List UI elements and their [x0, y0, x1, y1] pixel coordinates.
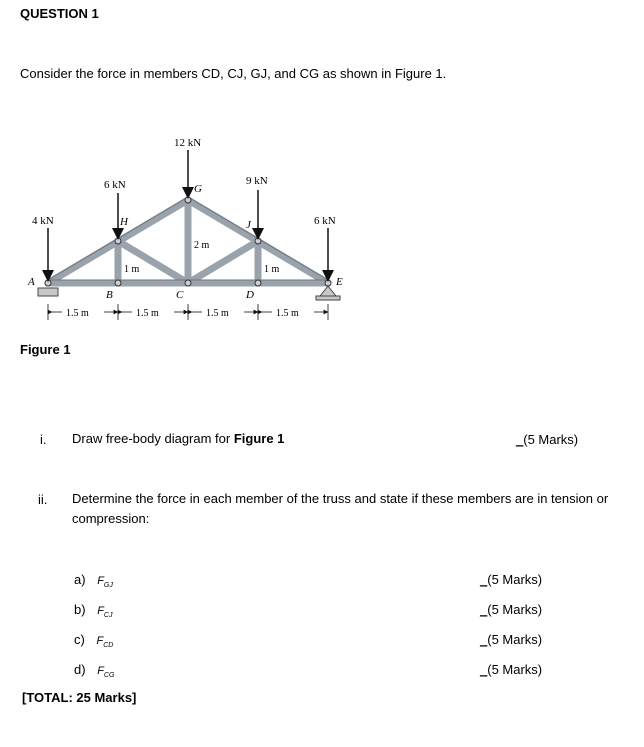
marks-value: (5 Marks) — [487, 602, 543, 617]
marks-value: (5 Marks) — [487, 662, 543, 677]
force-symbol — [97, 575, 113, 590]
marks-label — [480, 662, 542, 677]
marks-label — [480, 632, 542, 647]
marks-underline: _ — [480, 662, 488, 677]
load-label: 9 kN — [246, 175, 268, 187]
part-letter: d) — [74, 662, 86, 677]
marks-label — [480, 602, 542, 617]
question-heading: QUESTION 1 — [20, 6, 99, 21]
question-text: Determine the force in each member of the truss and state if these members are in tension or compression: — [72, 491, 609, 526]
marks-value: (5 Marks) — [523, 432, 579, 447]
force-letter: F — [97, 605, 104, 617]
span-label: 1.5 m — [66, 308, 89, 319]
joint-label: B — [106, 289, 113, 301]
part-item — [74, 632, 113, 649]
force-symbol — [97, 605, 113, 620]
part-letter: b) — [74, 602, 86, 617]
figure-caption: Figure 1 — [20, 342, 71, 357]
question-text — [72, 429, 284, 449]
marks-underline: _ — [480, 632, 488, 647]
marks-value: (5 Marks) — [487, 572, 543, 587]
load-label: 6 kN — [104, 179, 126, 191]
load-label: 12 kN — [174, 137, 202, 149]
span-label: 1.5 m — [136, 308, 159, 319]
force-symbol — [97, 665, 115, 680]
force-subscript: GJ — [103, 582, 113, 590]
figure-reference: Figure 1 — [233, 431, 285, 446]
joint-label: H — [120, 216, 128, 228]
joint-label: D — [246, 289, 254, 301]
joint-label: E — [336, 276, 343, 288]
span-label: 1.5 m — [206, 308, 229, 319]
part-item — [74, 602, 112, 619]
load-label: 6 kN — [314, 215, 336, 227]
marks-underline: _ — [516, 432, 524, 447]
marks-label — [516, 432, 578, 447]
item-number: i. — [40, 432, 47, 447]
truss-figure — [26, 128, 358, 328]
load-label: 4 kN — [32, 215, 54, 227]
question-text-part: Draw free-body diagram for — [72, 431, 234, 446]
force-symbol — [96, 635, 114, 650]
part-item — [74, 572, 113, 589]
joint-label: G — [194, 183, 202, 195]
joint-label: C — [176, 289, 184, 301]
item-number: ii. — [38, 492, 48, 507]
force-letter: F — [97, 575, 104, 587]
span-label: 1.5 m — [276, 308, 299, 319]
force-subscript: CG — [103, 672, 115, 680]
force-letter: F — [96, 635, 104, 647]
marks-underline: _ — [480, 602, 488, 617]
marks-underline: _ — [480, 572, 488, 587]
marks-value: (5 Marks) — [487, 632, 543, 647]
total-marks: [TOTAL: 25 Marks] — [22, 690, 137, 705]
joint-label: J — [246, 219, 251, 231]
marks-label — [480, 572, 542, 587]
height-label: 1 m — [264, 264, 280, 275]
force-subscript: CD — [103, 642, 114, 650]
joint-label: A — [28, 276, 35, 288]
part-item — [74, 662, 114, 679]
height-label: 1 m — [124, 264, 140, 275]
force-subscript: CJ — [103, 612, 113, 620]
part-letter: c) — [74, 632, 85, 647]
question-intro: Consider the force in members CD, CJ, GJ, and CG as shown in Figure 1. — [20, 66, 447, 81]
height-label: 2 m — [194, 240, 210, 251]
force-letter: F — [97, 665, 104, 677]
part-letter: a) — [74, 572, 86, 587]
